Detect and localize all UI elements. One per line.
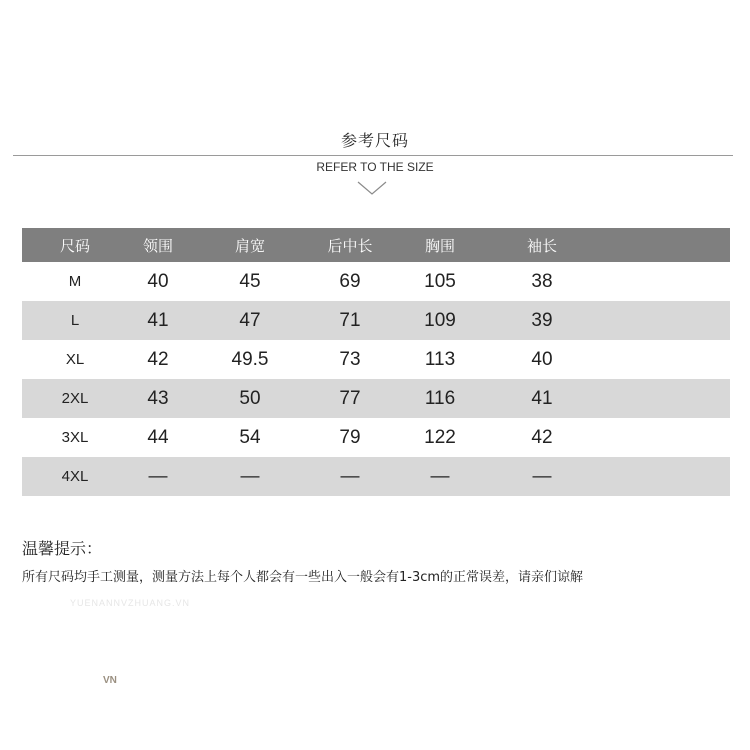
table-cell: 42 (147, 348, 169, 370)
column-header: 袖长 (526, 236, 557, 255)
column-header: 领围 (142, 236, 173, 255)
table-cell: 41 (147, 309, 169, 331)
table-cell: 122 (424, 426, 456, 448)
table-cell: 105 (424, 270, 456, 292)
table-cell: 38 (531, 270, 553, 292)
table-cell: 50 (239, 387, 261, 409)
page-title: 参考尺码 (340, 131, 409, 150)
table-cell: 54 (239, 426, 261, 448)
column-header: 后中长 (327, 236, 373, 255)
table-cell: 47 (239, 309, 261, 331)
table-cell: 42 (531, 426, 553, 448)
notes-text: 所有尺码均手工测量，测量方法上每个人都会有一些出入一般会有1-3cm的正常误差，请亲们谅解 (22, 570, 584, 585)
table-cell: — (148, 465, 168, 487)
table-cell: 43 (147, 387, 169, 409)
table-row (22, 418, 730, 457)
table-cell: 41 (531, 387, 553, 409)
table-cell: 40 (147, 270, 169, 292)
table-cell: — (340, 465, 360, 487)
table-cell: 113 (424, 348, 456, 370)
table-cell: 79 (339, 426, 361, 448)
site-watermark: YUENANNVZHUANG.VN (70, 598, 191, 608)
logo-watermark: VN (103, 675, 117, 686)
table-row (22, 379, 730, 418)
table-cell: 4XL (61, 468, 89, 485)
table-cell: 2XL (61, 390, 89, 407)
chevron-down-icon (357, 180, 387, 196)
table-cell: XL (65, 351, 85, 368)
table-cell: 45 (239, 270, 261, 292)
table-cell: — (532, 465, 552, 487)
table-cell: — (430, 465, 450, 487)
table-cell: 71 (339, 309, 361, 331)
table-cell: 69 (339, 270, 361, 292)
table-cell: 77 (339, 387, 361, 409)
column-header: 肩宽 (234, 236, 265, 255)
table-cell: 3XL (61, 429, 89, 446)
table-cell: 39 (531, 309, 553, 331)
table-cell: 109 (424, 309, 456, 331)
table-row (22, 262, 730, 301)
table-cell: L (70, 312, 80, 329)
table-cell: 116 (424, 387, 456, 409)
table-row (22, 457, 730, 496)
table-cell: M (68, 273, 82, 290)
size-table (22, 228, 730, 496)
table-cell: 73 (339, 348, 361, 370)
page-subtitle: REFER TO THE SIZE (316, 160, 434, 174)
notes-title: 温馨提示： (22, 539, 103, 558)
table-row (22, 301, 730, 340)
table-cell: — (240, 465, 260, 487)
table-row (22, 340, 730, 379)
title-divider (13, 155, 733, 156)
table-cell: 49.5 (231, 348, 269, 370)
table-cell: 44 (147, 426, 169, 448)
column-header: 胸围 (424, 236, 455, 255)
column-header: 尺码 (59, 236, 90, 255)
table-cell: 40 (531, 348, 553, 370)
table-header-row (22, 228, 730, 262)
